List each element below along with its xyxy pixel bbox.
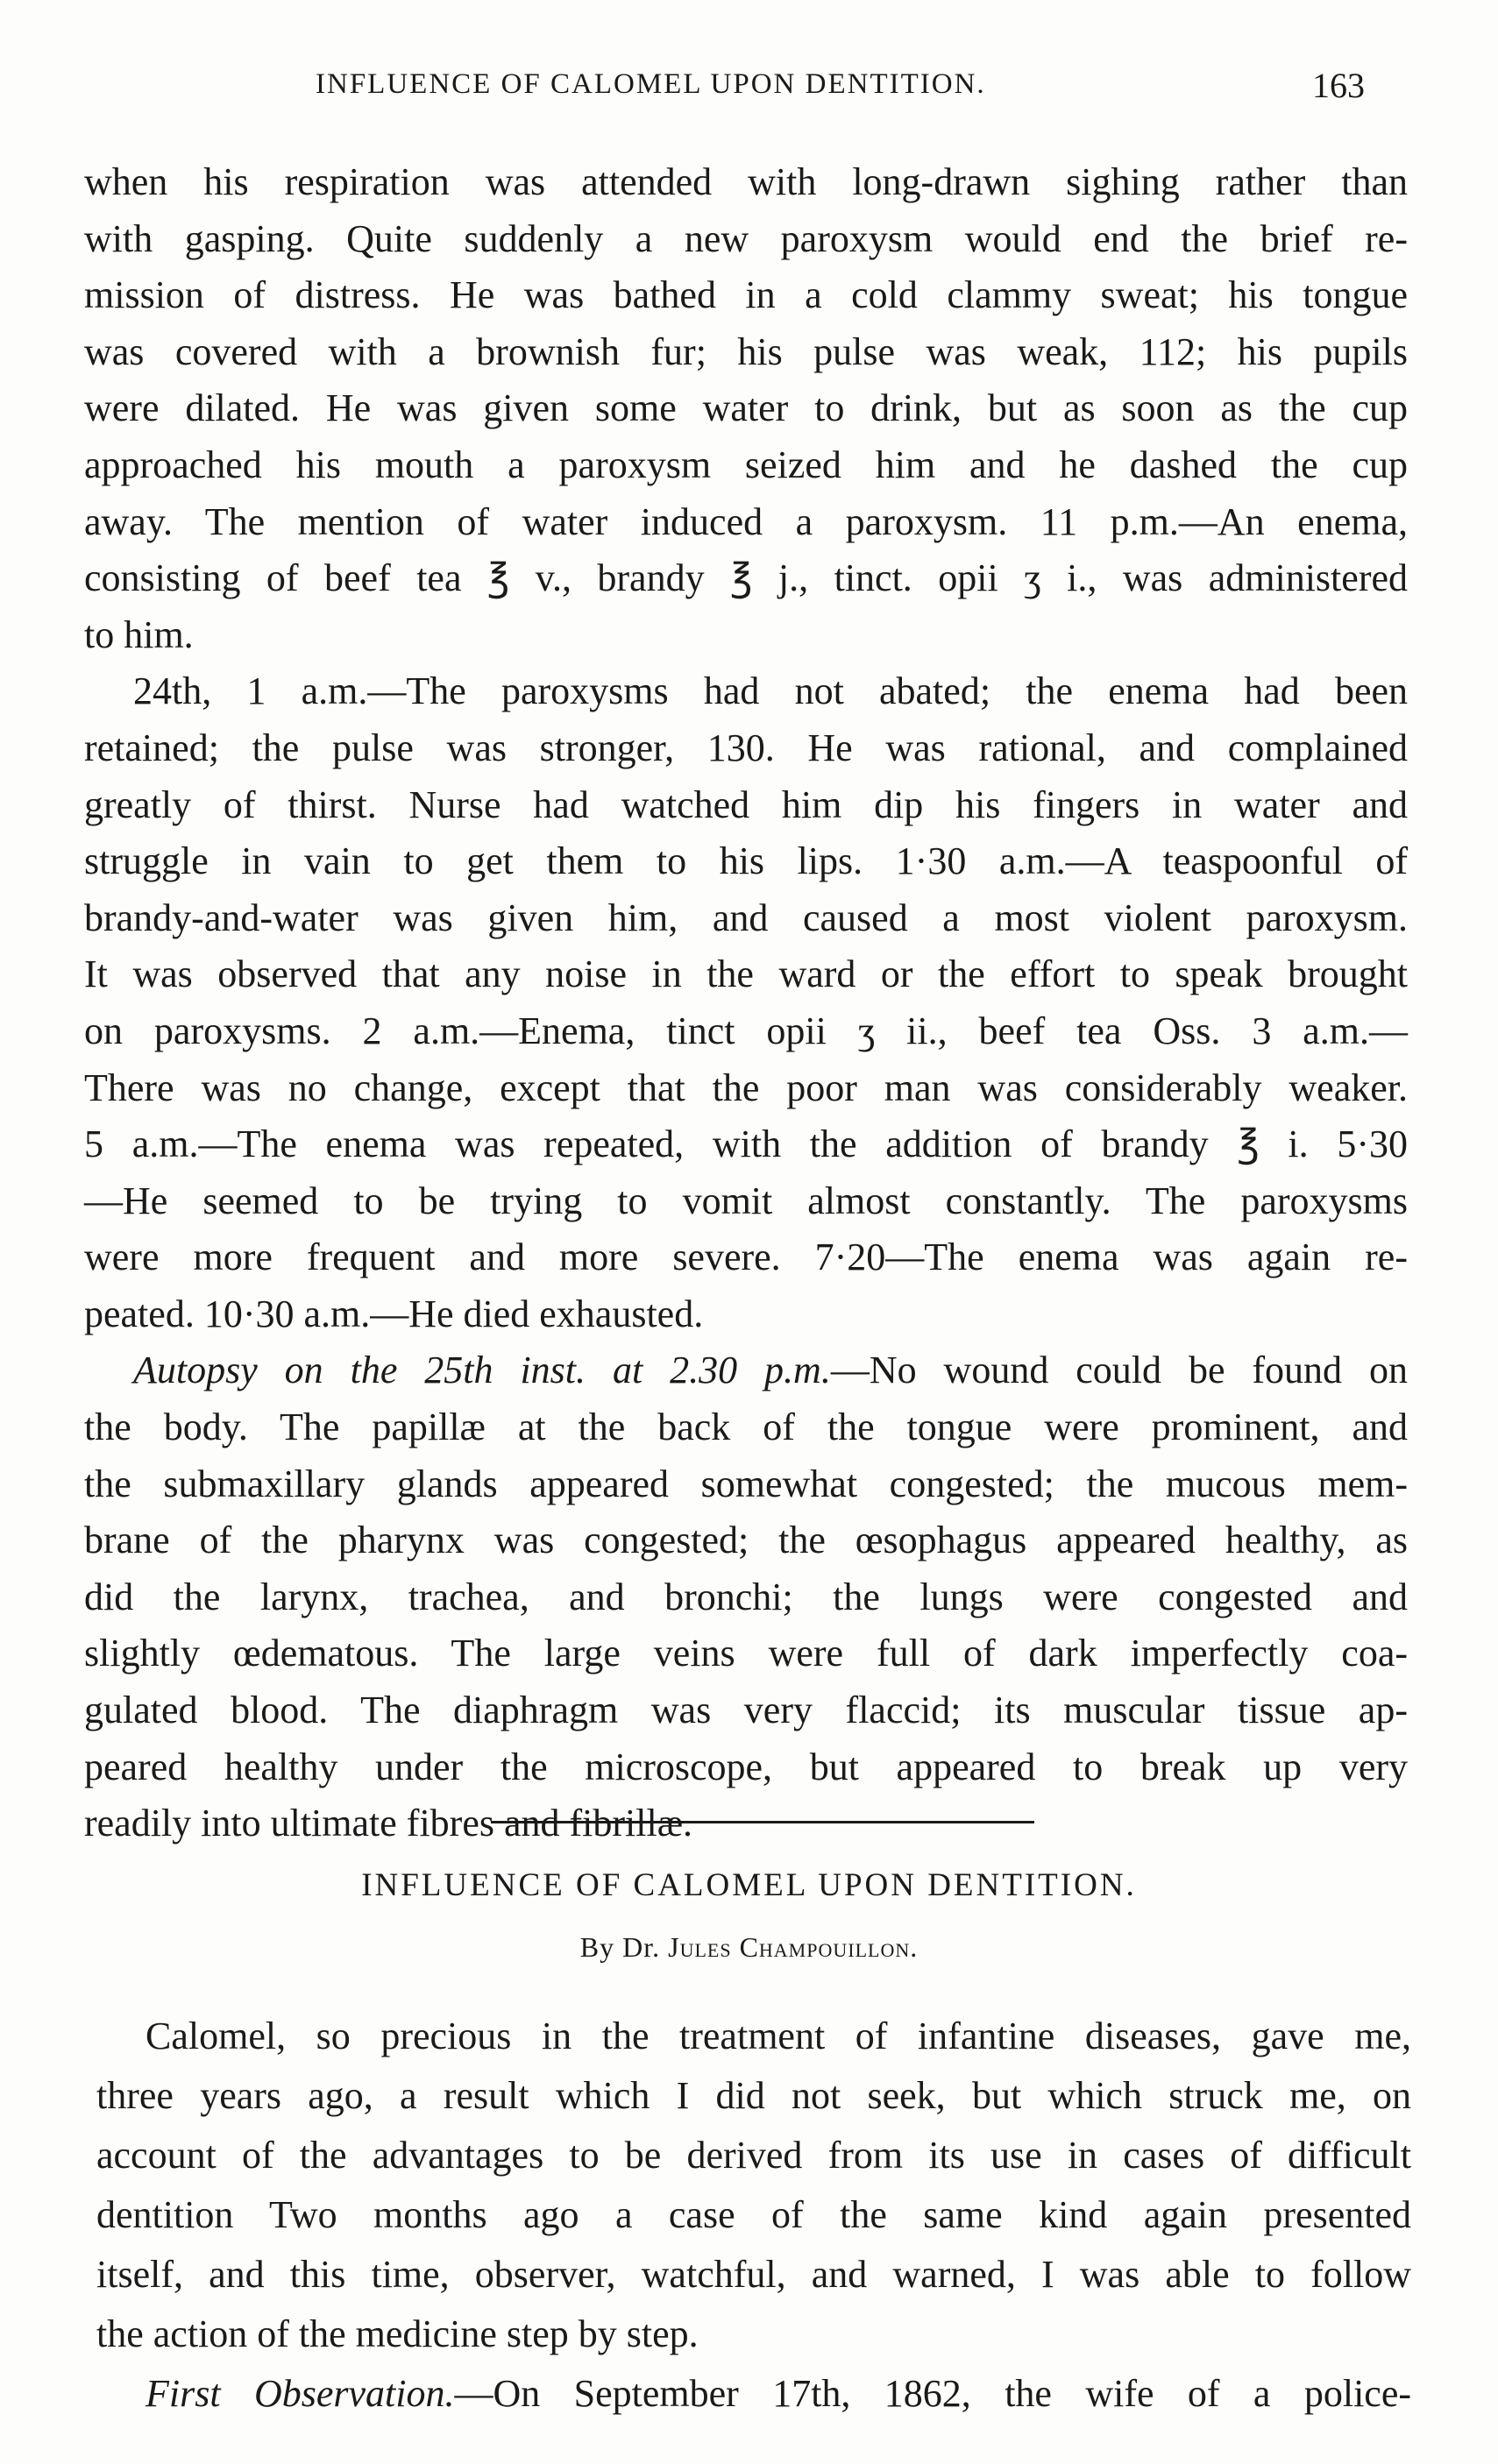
text-line: consisting of beef tea ℥ v., brandy ℥ j., tinct. opii ʒ i., was administered <box>84 556 1408 600</box>
text-line: the submaxillary glands appeared somewhat congested; the mucous mem- <box>84 1462 1408 1505</box>
text-line: with gasping. Quite suddenly a new paroxysm would end the brief re- <box>84 216 1408 260</box>
text-line: gulated blood. The diaphragm was very flaccid; its muscular tissue ap- <box>84 1689 1408 1732</box>
article-text <box>96 2007 1411 2424</box>
text-line: did the larynx, trachea, and bronchi; the lungs were congested and <box>84 1575 1408 1618</box>
text-line: was covered with a brownish fur; his pulse was weak, 112; his pupils <box>84 329 1408 373</box>
text-line: itself, and this time, observer, watchful, and warned, I was able to follow <box>96 2253 1411 2296</box>
text-line: Calomel, so precious in the treatment of infantine diseases, gave me, <box>146 2014 1411 2057</box>
text-line: away. The mention of water induced a paroxysm. 11 p.m.—An enema, <box>84 499 1408 543</box>
observation-lead: First Observation. <box>146 2372 455 2415</box>
text-line: There was no change, except that the poor man was considerably weaker. <box>84 1066 1408 1109</box>
text-line: brane of the pharynx was congested; the œsophagus appeared healthy, as <box>84 1519 1408 1562</box>
text-line: the body. The papillæ at the back of the tongue were prominent, and <box>84 1405 1408 1449</box>
running-title: INFLUENCE OF CALOMEL UPON DENTITION. <box>316 68 986 100</box>
text-line: 24th, 1 a.m.—The paroxysms had not abated; the enema had been <box>133 669 1408 713</box>
text-line: when his respiration was attended with long-drawn sighing rather than <box>84 160 1408 203</box>
text-line: approached his mouth a paroxysm seized him and he dashed the cup <box>84 443 1408 486</box>
text-line: were dilated. He was given some water to drink, but as soon as the cup <box>84 386 1408 430</box>
autopsy-heading-line <box>84 1342 1408 1399</box>
text-line: brandy-and-water was given him, and caused a most violent paroxysm. <box>84 896 1408 939</box>
autopsy-lead-rest: —No wound could be found on <box>830 1349 1408 1392</box>
author-name: Jules Champouillon. <box>668 1931 919 1963</box>
observation-rest: —On September 17th, 1862, the wife of a police- <box>454 2372 1412 2415</box>
autopsy-lead: Autopsy on the 25th inst. at 2.30 p.m. <box>133 1349 831 1392</box>
text-line: peated. 10·30 a.m.—He died exhausted. <box>84 1292 704 1335</box>
text-line: —He seemed to be trying to vomit almost constantly. The paroxysms <box>84 1179 1408 1222</box>
text-line: slightly œdematous. The large veins were full of dark imperfectly coa- <box>84 1632 1408 1675</box>
article-byline <box>0 1931 1498 1964</box>
section-divider <box>491 1821 1034 1823</box>
observation-heading-line <box>96 2364 1411 2424</box>
text-line: struggle in vain to get them to his lips. 1·30 a.m.—A teaspoonful of <box>84 839 1408 883</box>
text-line: 5 a.m.—The enema was repeated, with the addition of brandy ℥ i. 5·30 <box>84 1122 1408 1166</box>
text-line: the action of the medicine step by step. <box>96 2312 699 2355</box>
text-line: dentition Two months ago a case of the same kind again presented <box>96 2193 1411 2236</box>
text-line: on paroxysms. 2 a.m.—Enema, tinct opii ʒ ii., beef tea Oss. 3 a.m.— <box>84 1009 1408 1052</box>
text-line: three years ago, a result which I did not seek, but which struck me, on <box>96 2074 1411 2117</box>
case-report-text <box>84 154 1408 1852</box>
text-line: retained; the pulse was stronger, 130. He was rational, and complained <box>84 726 1408 769</box>
text-line: It was observed that any noise in the ward or the effort to speak brought <box>84 952 1408 996</box>
page-number: 163 <box>1312 66 1365 105</box>
text-line: greatly of thirst. Nurse had watched him dip his fingers in water and <box>84 782 1408 826</box>
text-line: were more frequent and more severe. 7·20—The enema was again re- <box>84 1236 1408 1279</box>
text-line: to him. <box>84 612 194 656</box>
text-line: mission of distress. He was bathed in a cold clammy sweat; his tongue <box>84 273 1408 317</box>
article-title: INFLUENCE OF CALOMEL UPON DENTITION. <box>361 1867 1137 1903</box>
text-line: readily into ultimate fibres and fibrillæ. <box>84 1802 693 1845</box>
text-line: peared healthy under the microscope, but appeared to break up very <box>84 1745 1408 1788</box>
text-line: account of the advantages to be derived from its use in cases of difficult <box>96 2134 1411 2177</box>
byline-prefix: By Dr. <box>579 1931 661 1963</box>
